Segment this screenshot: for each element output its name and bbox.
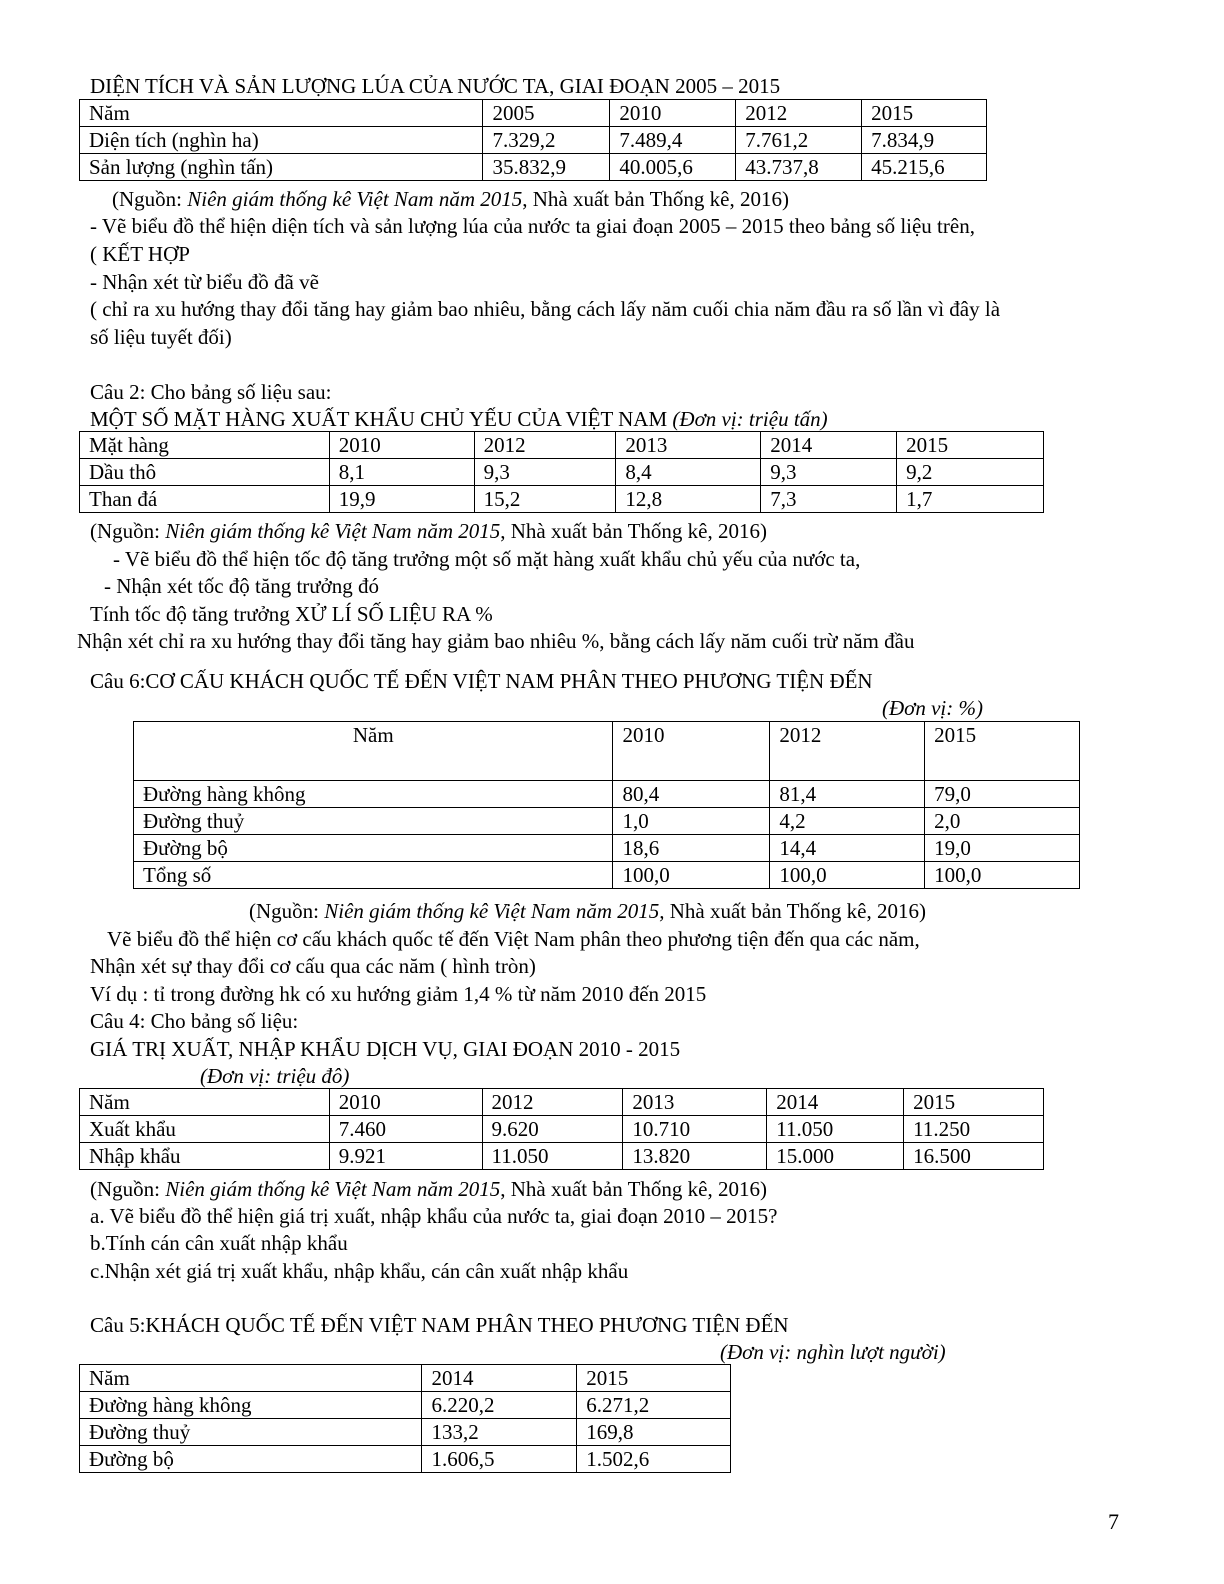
source-italic: Niên giám thống kê Việt Nam năm 2015 [187, 187, 523, 211]
q2-table [79, 431, 1044, 513]
page-number: 7 [1108, 1509, 1119, 1534]
table-header-row [80, 432, 1044, 459]
table-cell: Đường thuỷ [80, 1419, 422, 1446]
table-cell: 1,7 [897, 486, 1044, 513]
source-suffix: , Nhà xuất bản Thống kê, 2016) [522, 187, 789, 211]
table-cell: 11.050 [767, 1116, 904, 1143]
table-cell: Tổng số [134, 862, 613, 889]
q2-intro: Câu 2: Cho bảng số liệu sau: [90, 380, 332, 404]
source-prefix: (Nguồn: [90, 1177, 166, 1201]
source-prefix: (Nguồn: [112, 187, 188, 211]
table-cell: Dầu thô [80, 459, 330, 486]
table-cell: 12,8 [616, 486, 761, 513]
table-cell: 2014 [767, 1089, 904, 1116]
table-cell: 2010 [329, 432, 474, 459]
table-cell: 43.737,8 [736, 154, 862, 181]
table-cell: 169,8 [577, 1419, 731, 1446]
table-cell: Đường hàng không [80, 1392, 422, 1419]
q1-line4: ( chỉ ra xu hướng thay đổi tăng hay giảm bao nhiêu, bằng cách lấy năm cuối chia năm đầu ra số lần vì đây là [90, 297, 1001, 321]
table-cell: 11.250 [904, 1116, 1044, 1143]
source-suffix: Nhà xuất bản Thống kê, 2016) [664, 899, 926, 923]
q4-line1: a. Vẽ biểu đồ thể hiện giá trị xuất, nhập khẩu của nước ta, giai đoạn 2010 – 2015? [90, 1204, 778, 1228]
source-italic: Niên giám thống kê Việt Nam năm 2015, [324, 899, 665, 923]
table-cell: 9,3 [474, 459, 616, 486]
table-cell: 100,0 [613, 862, 770, 889]
q6-line1: Vẽ biểu đồ thể hiện cơ cấu khách quốc tế đến Việt Nam phân theo phương tiện đến qua các năm, [107, 927, 920, 951]
table-cell: Năm [80, 1089, 330, 1116]
q2-title [90, 405, 828, 433]
table-cell: 2014 [761, 432, 897, 459]
table-cell: 2010 [613, 722, 770, 781]
table-cell: 19,9 [329, 486, 474, 513]
table-header-row [80, 100, 987, 127]
table-cell: 7.834,9 [862, 127, 987, 154]
table-row [80, 1116, 1044, 1143]
source-suffix: , Nhà xuất bản Thống kê, 2016) [500, 519, 767, 543]
q5-table [79, 1364, 731, 1473]
table-cell: 7.489,4 [610, 127, 736, 154]
source-prefix: (Nguồn: [249, 899, 325, 923]
table-cell: 2015 [925, 722, 1080, 781]
q5-title: Câu 5:KHÁCH QUỐC TẾ ĐẾN VIỆT NAM PHÂN THEO PHƯƠNG TIỆN ĐẾN [90, 1313, 789, 1337]
q1-line1: - Vẽ biểu đồ thể hiện diện tích và sản lượng lúa của nước ta giai đoạn 2005 – 2015 theo bảng số liệu trên, [90, 214, 975, 238]
table-cell: 10.710 [623, 1116, 767, 1143]
table-cell: 2012 [482, 1089, 623, 1116]
q4-table [79, 1088, 1044, 1170]
source-italic: Niên giám thống kê Việt Nam năm 2015 [165, 1177, 501, 1201]
table-cell: 1.606,5 [422, 1446, 577, 1473]
q1-line5: số liệu tuyết đối) [90, 325, 232, 349]
table-cell: Sản lượng (nghìn tấn) [80, 154, 483, 181]
table-cell: 13.820 [623, 1143, 767, 1170]
q4-line3: c.Nhận xét giá trị xuất khẩu, nhập khẩu, cán cân xuất nhập khẩu [90, 1259, 629, 1283]
table-cell: 9,3 [761, 459, 897, 486]
table-cell: 2015 [577, 1365, 731, 1392]
table-cell: 79,0 [925, 781, 1080, 808]
q2-source [90, 517, 767, 545]
q6-source [249, 897, 926, 925]
table-cell: 80,4 [613, 781, 770, 808]
source-suffix: , Nhà xuất bản Thống kê, 2016) [500, 1177, 767, 1201]
table-cell: 1,0 [613, 808, 770, 835]
q4-intro: Câu 4: Cho bảng số liệu: [90, 1009, 299, 1033]
table-row [134, 862, 1080, 889]
table-cell: Xuất khẩu [80, 1116, 330, 1143]
table-cell: 7.761,2 [736, 127, 862, 154]
table-cell: 4,2 [770, 808, 925, 835]
q6-unit: (Đơn vị: %) [882, 696, 984, 720]
q2-line4: Nhận xét chỉ ra xu hướng thay đổi tăng hay giảm bao nhiêu %, bằng cách lấy năm cuối trừ năm đầu [77, 629, 915, 653]
table-cell: 7.329,2 [483, 127, 610, 154]
table-cell: 2,0 [925, 808, 1080, 835]
table-cell: 19,0 [925, 835, 1080, 862]
q5-unit: (Đơn vị: nghìn lượt người) [720, 1340, 946, 1364]
q4-source [90, 1175, 767, 1203]
table-cell: 7,3 [761, 486, 897, 513]
table-cell: 15.000 [767, 1143, 904, 1170]
source-italic: Niên giám thống kê Việt Nam năm 2015 [165, 519, 501, 543]
table-cell: 8,4 [616, 459, 761, 486]
table-cell: Nhập khẩu [80, 1143, 330, 1170]
q2-unit: (Đơn vị: triệu tấn) [672, 407, 828, 431]
table-cell: 6.220,2 [422, 1392, 577, 1419]
table-cell: 2010 [610, 100, 736, 127]
table-cell: 6.271,2 [577, 1392, 731, 1419]
q1-line3: - Nhận xét từ biểu đồ đã vẽ [90, 270, 319, 294]
table-cell: 2012 [770, 722, 925, 781]
table-cell: 2015 [904, 1089, 1044, 1116]
table-cell: 11.050 [482, 1143, 623, 1170]
table-cell: 133,2 [422, 1419, 577, 1446]
table-cell: 9.921 [329, 1143, 482, 1170]
table-cell: 35.832,9 [483, 154, 610, 181]
table-cell: 9,2 [897, 459, 1044, 486]
table-cell: Năm [80, 100, 483, 127]
table-header-row [80, 1365, 731, 1392]
table-cell: 15,2 [474, 486, 616, 513]
table-cell: 8,1 [329, 459, 474, 486]
table-cell: Đường hàng không [134, 781, 613, 808]
q6-line2: Nhận xét sự thay đổi cơ cấu qua các năm ( hình tròn) [90, 954, 536, 978]
q4-title: GIÁ TRỊ XUẤT, NHẬP KHẨU DỊCH VỤ, GIAI ĐOẠN 2010 - 2015 [90, 1037, 681, 1061]
table-cell: 100,0 [925, 862, 1080, 889]
q4-line2: b.Tính cán cân xuất nhập khẩu [90, 1231, 348, 1255]
q1-title: DIỆN TÍCH VÀ SẢN LƯỢNG LÚA CỦA NƯỚC TA, GIAI ĐOẠN 2005 – 2015 [90, 74, 781, 98]
table-row [80, 1419, 731, 1446]
q2-line1: - Vẽ biểu đồ thể hiện tốc độ tăng trưởng một số mặt hàng xuất khẩu chủ yếu của nước ta, [113, 547, 861, 571]
q1-table [79, 99, 987, 181]
table-header-row [80, 1089, 1044, 1116]
table-row [80, 1446, 731, 1473]
q6-title: Câu 6:CƠ CẤU KHÁCH QUỐC TẾ ĐẾN VIỆT NAM PHÂN THEO PHƯƠNG TIỆN ĐẾN [90, 669, 873, 693]
table-cell: 2015 [897, 432, 1044, 459]
table-cell: 100,0 [770, 862, 925, 889]
table-row [134, 835, 1080, 862]
table-cell: 2013 [623, 1089, 767, 1116]
table-row [80, 1392, 731, 1419]
table-cell: Năm [134, 722, 613, 781]
table-cell: 16.500 [904, 1143, 1044, 1170]
table-cell: 45.215,6 [862, 154, 987, 181]
table-row [80, 154, 987, 181]
q6-line3: Ví dụ : tỉ trong đường hk có xu hướng giảm 1,4 % từ năm 2010 đến 2015 [90, 982, 707, 1006]
table-cell: Diện tích (nghìn ha) [80, 127, 483, 154]
table-cell: 2010 [329, 1089, 482, 1116]
q2-title-text: MỘT SỐ MẶT HÀNG XUẤT KHẨU CHỦ YẾU CỦA VIỆT NAM [90, 407, 673, 431]
table-cell: 2012 [474, 432, 616, 459]
table-cell: Đường bộ [80, 1446, 422, 1473]
q1-source [112, 185, 789, 213]
q1-line2: ( KẾT HỢP [90, 242, 190, 266]
table-cell: Đường bộ [134, 835, 613, 862]
table-cell: 2014 [422, 1365, 577, 1392]
table-row [80, 486, 1044, 513]
table-cell: 18,6 [613, 835, 770, 862]
table-row [80, 127, 987, 154]
table-cell: Năm [80, 1365, 422, 1392]
table-cell: 81,4 [770, 781, 925, 808]
table-cell: 2012 [736, 100, 862, 127]
table-cell: 1.502,6 [577, 1446, 731, 1473]
table-cell: 40.005,6 [610, 154, 736, 181]
table-row [134, 781, 1080, 808]
q4-unit: (Đơn vị: triệu đô) [200, 1064, 350, 1088]
q6-table [133, 721, 1080, 889]
table-cell: 7.460 [329, 1116, 482, 1143]
table-cell: 2015 [862, 100, 987, 127]
table-header-row [134, 722, 1080, 781]
table-row [80, 1143, 1044, 1170]
table-cell: 9.620 [482, 1116, 623, 1143]
table-row [134, 808, 1080, 835]
table-cell: 14,4 [770, 835, 925, 862]
q2-line3: Tính tốc độ tăng trưởng XỬ LÍ SỐ LIỆU RA % [90, 602, 493, 626]
table-cell: 2005 [483, 100, 610, 127]
table-row [80, 459, 1044, 486]
table-cell: Mặt hàng [80, 432, 330, 459]
table-cell: Đường thuỷ [134, 808, 613, 835]
q2-line2: - Nhận xét tốc độ tăng trưởng đó [104, 574, 380, 598]
table-cell: Than đá [80, 486, 330, 513]
table-cell: 2013 [616, 432, 761, 459]
source-prefix: (Nguồn: [90, 519, 166, 543]
